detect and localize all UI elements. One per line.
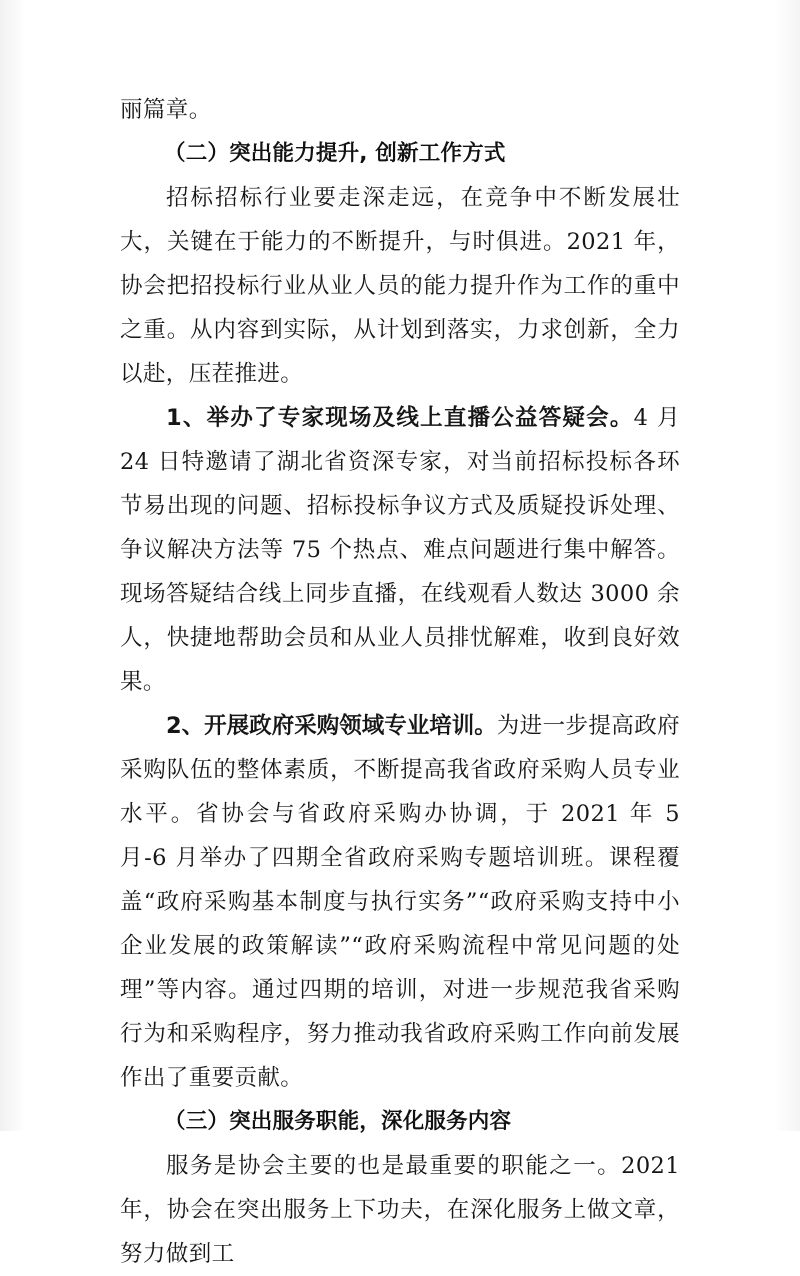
paragraph-procurement-training-lead: 2、开展政府采购领域专业培训。 — [166, 713, 497, 739]
page-right-shadow — [774, 0, 800, 1131]
paragraph-expert-qa-text: 4 月 24 日特邀请了湖北省资深专家，对当前招标投标各环节易出现的问题、招标投标争议方式及质疑投诉处理、争议解决方法等 75 个热点、难点问题进行集中解答。现场答疑结合线上同步直播，在线观看人数达 3000 余人，快捷地帮助会员和从业人员排忧解难，收到良好效果。 — [120, 405, 688, 695]
paragraph-procurement-training-text: 为进一步提高政府采购队伍的整体素质，不断提高我省政府采购人员专业水平。省协会与省政府采购办协调，于 2021 年 5 月-6 月举办了四期全省政府采购专题培训班。课程覆盖“政府采购基本制度与执行实务”“政府采购支持中小企业发展的政策解读”“政府采购流程中常见问题的处理”等内容。通过四期的培训，对进一步规范我省采购行为和采购程序，努力推动我省政府采购工作向前发展作出了重要贡献。 — [120, 713, 688, 1091]
paragraph-procurement-training — [120, 704, 688, 1100]
paragraph-expert-qa-lead: 1、举办了专家现场及线上直播公益答疑会。 — [166, 405, 634, 431]
paragraph-continuation: 丽篇章。 — [120, 97, 212, 123]
section-heading-two: （二）突出能力提升, 创新工作方式 — [164, 141, 506, 166]
document-body — [120, 88, 688, 1276]
paragraph-ability-improvement: 招标招标行业要走深走远，在竞争中不断发展壮大，关键在于能力的不断提升，与时俱进。2021 年，协会把招投标行业从业人员的能力提升作为工作的重中之重。从内容到实际，从计划到落实，力求创新，全力以赴，压茬推进。 — [120, 185, 680, 387]
paragraph-service-function: 服务是协会主要的也是最重要的职能之一。2021 年，协会在突出服务上下功夫，在深化服务上做文章，努力做到工 — [120, 1153, 688, 1267]
page-left-shadow — [0, 0, 26, 1131]
paragraph-expert-qa — [120, 396, 688, 704]
section-heading-three: （三）突出服务职能，深化服务内容 — [164, 1109, 512, 1134]
